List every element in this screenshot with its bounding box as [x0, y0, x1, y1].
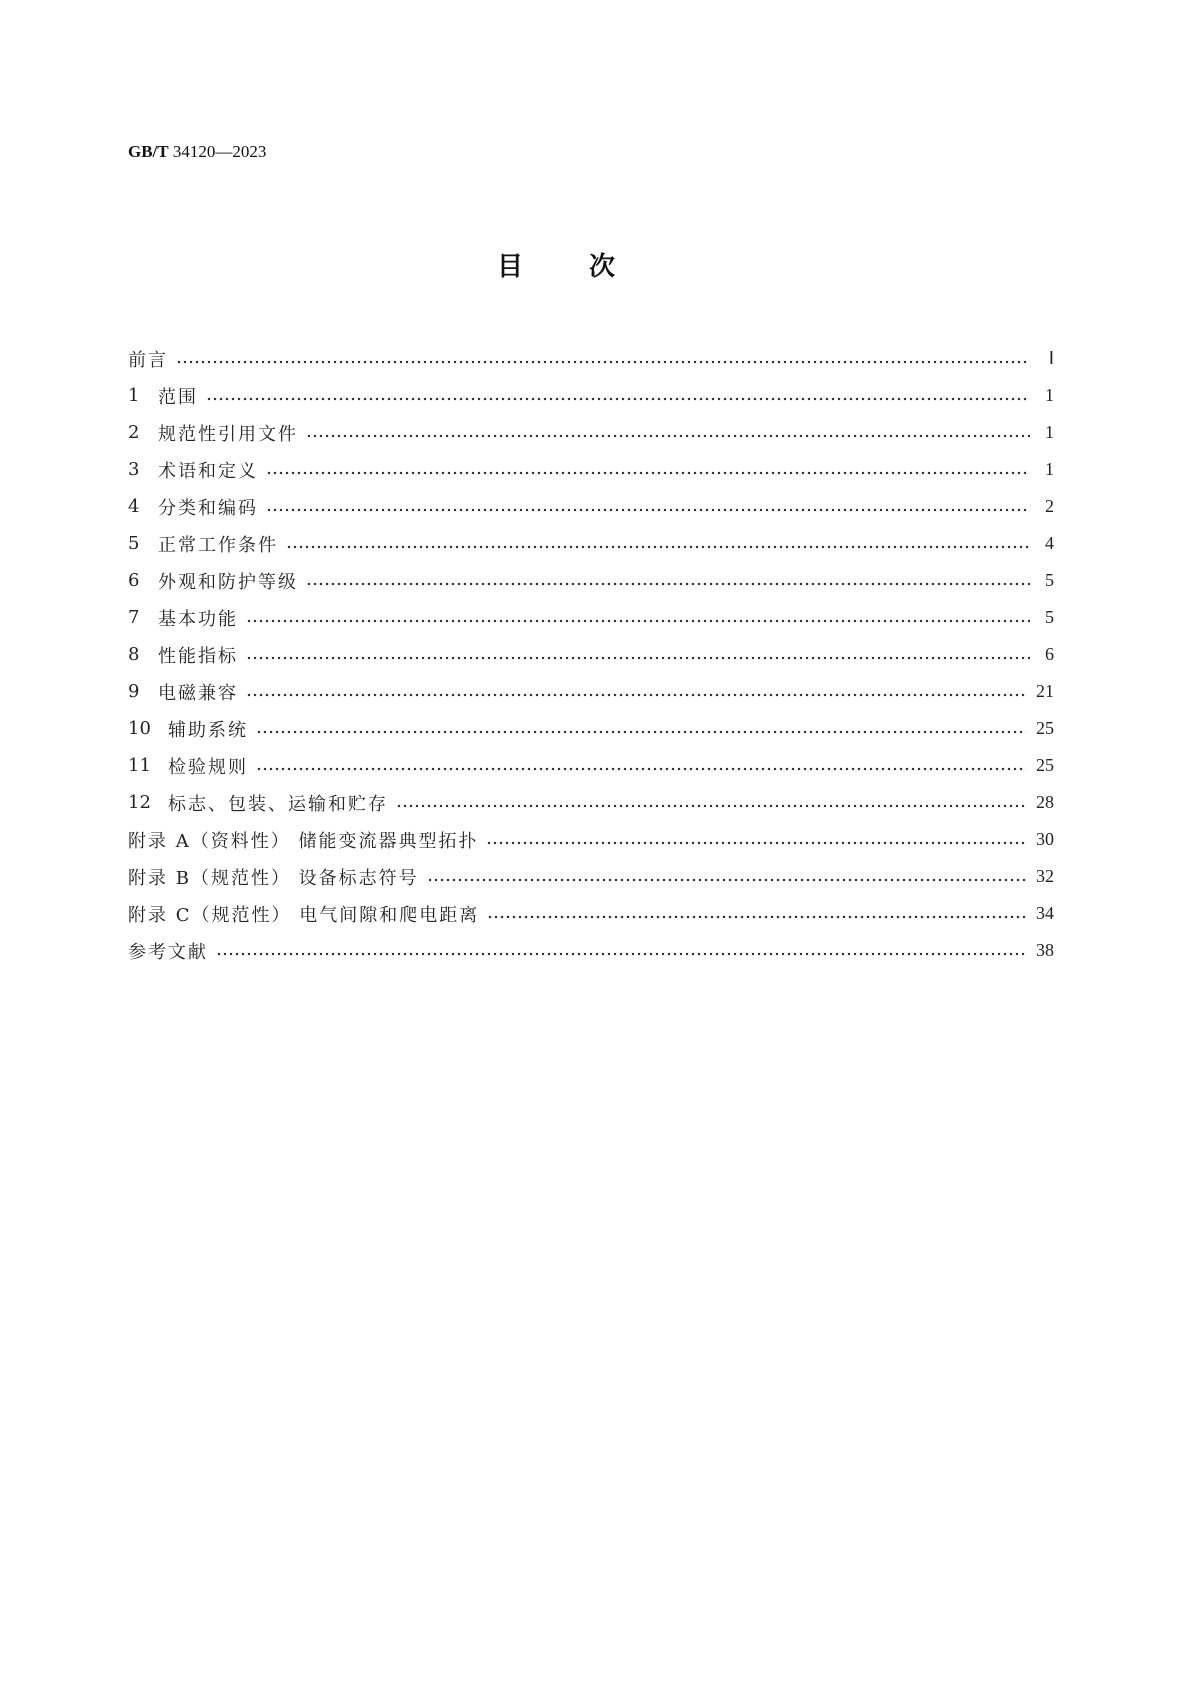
toc-entry-page: 28	[1036, 792, 1054, 812]
toc-entry-label: 性能指标	[158, 645, 238, 667]
dot-leader	[427, 878, 1026, 882]
toc-entry-page: 34	[1036, 903, 1054, 923]
toc-entry[interactable]	[128, 525, 1054, 562]
dot-leader	[266, 508, 1030, 512]
toc-entry-number: 6	[128, 570, 140, 591]
dot-leader	[216, 952, 1026, 956]
dot-leader	[246, 619, 1030, 623]
toc-entry-page: 38	[1036, 940, 1054, 960]
toc-entry-page: Ⅰ	[1048, 348, 1054, 368]
toc-entry-label: 标志、包装、运输和贮存	[168, 793, 388, 815]
toc-entry-label: 附录 A（资料性） 储能变流器典型拓扑	[128, 830, 479, 852]
dot-leader	[246, 693, 1026, 697]
page-title: 目次	[496, 252, 681, 282]
dot-leader	[396, 804, 1026, 808]
dot-leader	[256, 767, 1026, 771]
toc-entry-number: 2	[128, 422, 140, 443]
toc-entry-number: 8	[128, 644, 140, 665]
toc-entry-label: 电磁兼容	[158, 682, 238, 704]
toc-entry[interactable]	[128, 636, 1054, 673]
toc-entry-number: 3	[128, 459, 140, 480]
dot-leader	[266, 471, 1030, 475]
dot-leader	[306, 434, 1030, 438]
standard-number: 34120—2023	[172, 142, 267, 161]
dot-leader	[306, 582, 1030, 586]
standard-code	[128, 142, 266, 162]
toc-entry[interactable]	[128, 710, 1054, 747]
toc-entry-page: 2	[1045, 496, 1054, 516]
toc-entry-number: 5	[128, 533, 140, 554]
toc-entry-page: 25	[1036, 755, 1054, 775]
toc-entry[interactable]	[128, 747, 1054, 784]
toc-entry-page: 1	[1045, 422, 1054, 442]
standard-prefix: GB/T	[128, 142, 169, 161]
toc-entry-label: 附录 C（规范性） 电气间隙和爬电距离	[128, 904, 480, 926]
dot-leader	[256, 730, 1026, 734]
toc-entry-number: 1	[128, 385, 140, 406]
toc-entry[interactable]	[128, 488, 1054, 525]
toc-entry-label: 规范性引用文件	[158, 423, 298, 445]
toc-entry[interactable]	[128, 451, 1054, 488]
toc-entry-number: 11	[128, 755, 151, 776]
toc-entry-label: 范围	[158, 386, 198, 408]
toc-entry[interactable]	[128, 784, 1054, 821]
toc-entry-page: 25	[1036, 718, 1054, 738]
toc-entry-label: 术语和定义	[158, 460, 258, 482]
toc-entry[interactable]	[128, 377, 1054, 414]
toc-entry-page: 5	[1045, 570, 1054, 590]
dot-leader	[486, 841, 1026, 845]
toc-entry-label: 辅助系统	[168, 719, 248, 741]
toc-entry[interactable]	[128, 562, 1054, 599]
toc-entry-label: 检验规则	[168, 756, 248, 778]
toc-entry-label: 附录 B（规范性） 设备标志符号	[128, 867, 419, 889]
table-of-contents	[128, 340, 1054, 969]
toc-entry[interactable]	[128, 895, 1054, 932]
toc-entry[interactable]	[128, 821, 1054, 858]
toc-entry-number: 10	[128, 718, 151, 739]
toc-entry[interactable]	[128, 340, 1054, 377]
toc-entry-page: 1	[1045, 459, 1054, 479]
toc-entry-page: 21	[1036, 681, 1054, 701]
toc-entry-label: 基本功能	[158, 608, 238, 630]
dot-leader	[176, 360, 1030, 364]
dot-leader	[206, 397, 1030, 401]
toc-entry-number: 9	[128, 681, 140, 702]
toc-entry-number: 7	[128, 607, 140, 628]
toc-entry-page: 4	[1045, 533, 1054, 553]
toc-entry-label: 参考文献	[128, 941, 208, 963]
dot-leader	[487, 915, 1026, 919]
toc-entry[interactable]	[128, 599, 1054, 636]
toc-entry-page: 1	[1045, 385, 1054, 405]
toc-entry[interactable]	[128, 932, 1054, 969]
toc-entry-page: 6	[1045, 644, 1054, 664]
toc-entry-label: 分类和编码	[158, 497, 258, 519]
toc-entry-label: 前言	[128, 349, 168, 371]
toc-entry-page: 32	[1036, 866, 1054, 886]
dot-leader	[286, 545, 1030, 549]
toc-entry[interactable]	[128, 858, 1054, 895]
toc-entry-number: 4	[128, 496, 140, 517]
toc-entry-label: 正常工作条件	[158, 534, 278, 556]
toc-entry-number: 12	[128, 792, 151, 813]
toc-entry[interactable]	[128, 414, 1054, 451]
toc-entry-label: 外观和防护等级	[158, 571, 298, 593]
toc-entry-page: 5	[1045, 607, 1054, 627]
toc-entry-page: 30	[1036, 829, 1054, 849]
dot-leader	[246, 656, 1030, 660]
toc-entry[interactable]	[128, 673, 1054, 710]
